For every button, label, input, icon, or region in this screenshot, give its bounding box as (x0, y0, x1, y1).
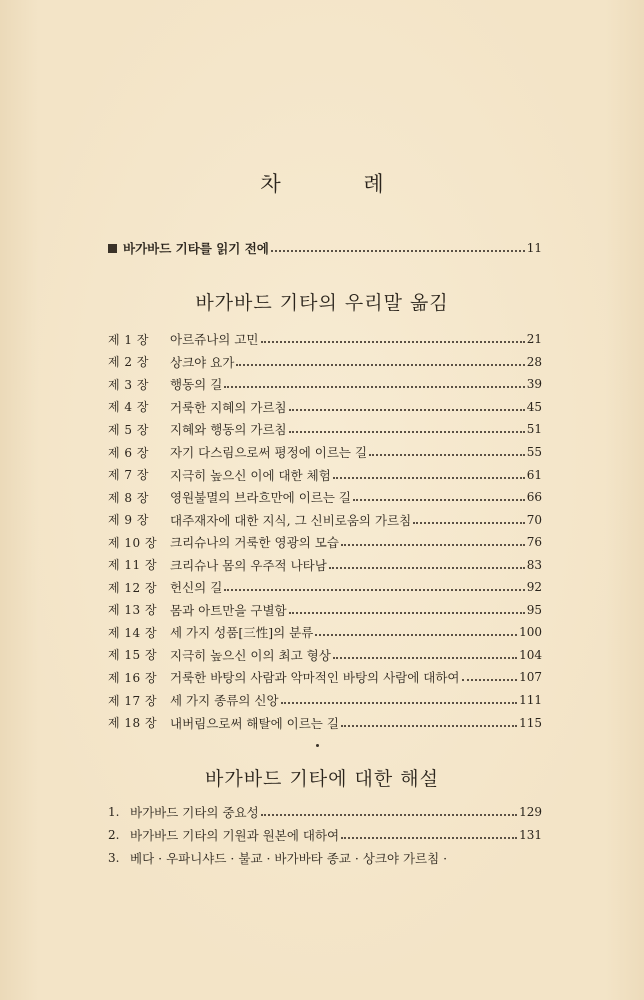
leader-dots (341, 544, 525, 546)
leader-dots (261, 814, 517, 816)
chapter-number: 제 15 장 (108, 648, 158, 663)
chapter-number: 제 17 장 (108, 693, 158, 708)
chapter-page: 66 (526, 490, 542, 505)
leader-dots (289, 409, 525, 411)
chapter-page: 95 (526, 602, 542, 617)
chapter-name: 대주재자에 대한 지식, 그 신비로움의 가르침 (170, 512, 412, 528)
chapter-page: 115 (519, 715, 542, 730)
leader-dots (236, 364, 524, 366)
leader-dots (329, 567, 525, 569)
chapter-number: 제 18 장 (108, 716, 158, 731)
chapter-name: 크리슈나의 거룩한 영광의 모습 (170, 535, 339, 551)
leader-dots (341, 725, 517, 727)
chapter-name: 아르쥬나의 고민 (170, 332, 259, 348)
chapter-name: 내버림으로써 해탈에 이르는 길 (170, 715, 339, 731)
chapter-page: 83 (526, 557, 542, 572)
chapter-number: 제 13 장 (108, 603, 158, 618)
chapter-number: 제 7 장 (108, 468, 149, 483)
chapter-number: 제 12 장 (108, 580, 158, 595)
toc-row[interactable] (108, 373, 542, 396)
toc-row[interactable] (108, 328, 542, 351)
chapter-page: 107 (519, 670, 542, 685)
leader-dots (315, 634, 517, 636)
chapter-page: 61 (526, 467, 542, 482)
toc-row[interactable] (108, 486, 542, 509)
chapter-page: 39 (526, 377, 542, 392)
leader-dots (333, 477, 525, 479)
leader-dots (224, 386, 524, 388)
leader-dots (369, 454, 525, 456)
chapter-page: 28 (526, 354, 542, 369)
toc-row[interactable] (108, 441, 542, 464)
chapter-name: 행동의 길 (170, 377, 223, 393)
separator-dot (316, 744, 319, 747)
chapter-number: 제 9 장 (108, 513, 149, 528)
intro-label: 바가바드 기타를 읽기 전에 (123, 241, 269, 256)
chapter-page: 45 (526, 399, 542, 414)
toc-row[interactable] (108, 621, 542, 644)
chapter-number: 제 16 장 (108, 670, 158, 685)
toc-row[interactable] (108, 531, 542, 554)
leader-dots (281, 702, 518, 704)
square-bullet-icon (108, 244, 117, 253)
chapter-page: 76 (526, 535, 542, 550)
chapter-number: 제 6 장 (108, 445, 149, 460)
leader-dots (413, 522, 525, 524)
chapter-page: 92 (526, 580, 542, 595)
chapter-number: 제 10 장 (108, 535, 158, 550)
page-title: 차 례 (260, 172, 422, 196)
toc-row[interactable] (108, 846, 542, 869)
item-number: 3. (108, 850, 120, 865)
chapter-page: 21 (526, 332, 542, 347)
leader-dots (333, 657, 517, 659)
chapter-number: 제 2 장 (108, 355, 149, 370)
item-page: 129 (519, 804, 542, 819)
intro-entry[interactable] (108, 238, 542, 258)
chapter-name: 거룩한 지혜의 가르침 (170, 399, 287, 415)
leader-dots (353, 499, 525, 501)
toc-row[interactable] (108, 689, 542, 712)
toc-row[interactable] (108, 396, 542, 419)
leader-dots (289, 431, 525, 433)
leader-dots (261, 341, 525, 343)
item-name: 베다 · 우파니샤드 · 불교 · 바가바타 종교 · 상크야 가르침 · (130, 850, 448, 866)
chapter-name: 몸과 아트만을 구별함 (170, 602, 287, 618)
chapter-number: 제 14 장 (108, 625, 158, 640)
item-name: 바가바드 기타의 중요성 (130, 804, 259, 820)
chapter-page: 51 (526, 422, 542, 437)
chapter-name: 영원불멸의 브라흐만에 이르는 길 (170, 490, 351, 506)
item-number: 2. (108, 827, 120, 842)
leader-dots (289, 612, 525, 614)
chapter-name: 세 가지 성품[三性]의 분류 (170, 625, 314, 641)
toc-row[interactable] (108, 666, 542, 689)
toc-row[interactable] (108, 644, 542, 667)
chapter-name: 자기 다스림으로써 평정에 이르는 길 (170, 445, 368, 460)
chapter-number: 제 3 장 (108, 377, 149, 392)
toc-row[interactable] (108, 351, 542, 374)
chapter-list (108, 328, 542, 734)
chapter-number: 제 5 장 (108, 422, 149, 437)
chapter-number: 제 1 장 (108, 332, 149, 347)
leader-dots (462, 679, 518, 681)
chapter-name: 지극히 높으신 이에 대한 체험 (170, 467, 331, 483)
item-number: 1. (108, 804, 120, 819)
chapter-page: 55 (526, 445, 542, 459)
leader-dots (271, 250, 525, 252)
item-name: 바가바드 기타의 기원과 원본에 대하여 (130, 827, 340, 843)
chapter-name: 지극히 높으신 이의 최고 형상 (170, 647, 331, 663)
toc-row[interactable] (108, 800, 542, 823)
chapter-page: 70 (526, 512, 542, 527)
chapter-name: 크리슈나 몸의 우주적 나타남 (170, 557, 327, 573)
toc-row[interactable] (108, 711, 542, 734)
leader-dots (224, 589, 524, 591)
toc-row[interactable] (108, 463, 542, 486)
toc-row[interactable] (108, 823, 542, 846)
toc-row[interactable] (108, 599, 542, 622)
item-page: 131 (519, 827, 542, 842)
section-title-translation: 바가바드 기타의 우리말 옮김 (195, 292, 449, 314)
section-title-commentary: 바가바드 기타에 대한 해설 (204, 768, 439, 790)
chapter-number: 제 11 장 (108, 558, 158, 573)
chapter-name: 거룩한 바탕의 사람과 악마적인 바탕의 사람에 대하여 (170, 670, 460, 686)
chapter-name: 상크야 요가 (170, 354, 235, 370)
intro-page: 11 (526, 241, 542, 255)
commentary-list (108, 800, 542, 869)
toc-row[interactable] (108, 508, 542, 531)
toc-row[interactable] (108, 553, 542, 576)
leader-dots (341, 837, 517, 839)
chapter-page: 100 (519, 625, 542, 640)
chapter-name: 헌신의 길 (170, 580, 223, 596)
chapter-page: 104 (519, 647, 542, 662)
toc-row[interactable] (108, 418, 542, 441)
chapter-name: 지혜와 행동의 가르침 (170, 422, 287, 438)
chapter-number: 제 8 장 (108, 490, 149, 505)
chapter-name: 세 가지 종류의 신앙 (170, 693, 279, 709)
chapter-number: 제 4 장 (108, 400, 149, 415)
chapter-page: 111 (519, 693, 542, 708)
toc-row[interactable] (108, 576, 542, 599)
